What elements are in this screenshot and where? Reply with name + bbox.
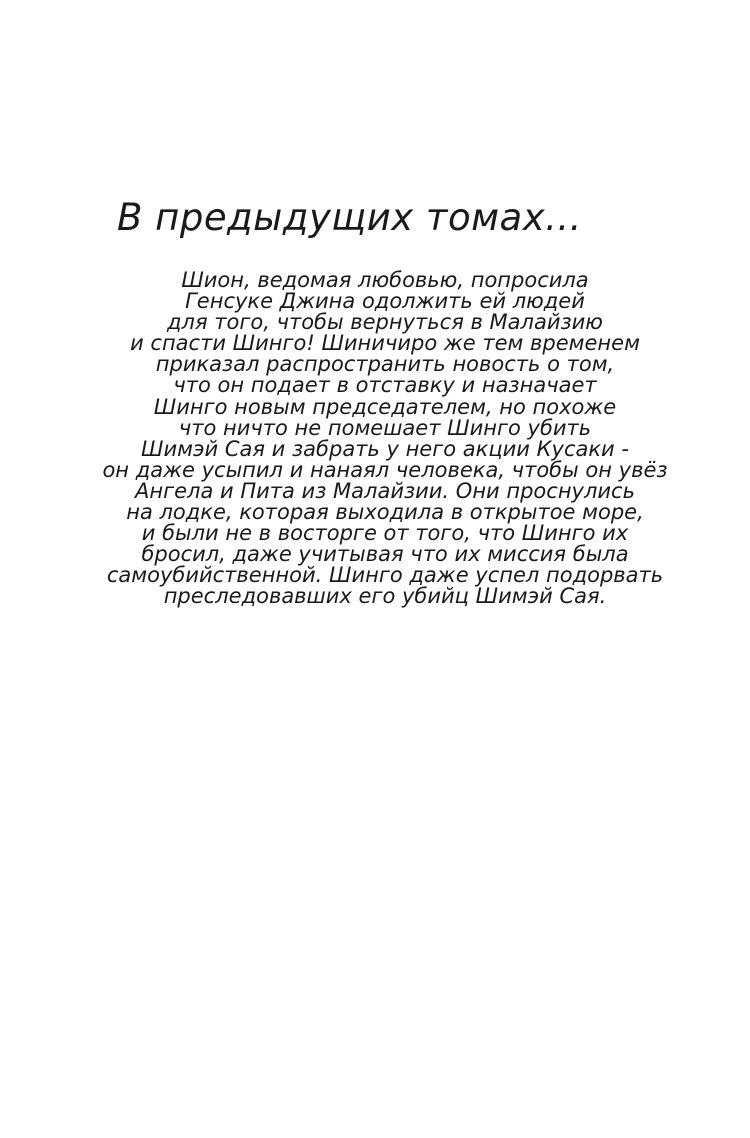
summary-line: на лодке, которая выходила в открытое море, [126, 500, 644, 525]
summary-line: преследовавших его убийц Шимэй Сая. [163, 584, 607, 609]
summary-line: Шинго новым председателем, но похоже [153, 394, 617, 419]
summary-line: для того, чтобы вернуться в Малайзию [167, 310, 603, 335]
summary-line: и были не в восторге от того, что Шинго их [141, 521, 629, 546]
summary-line: Ангела и Пита из Малайзии. Они проснулись [135, 478, 635, 503]
summary-line: самоубийственной. Шинго даже успел подорвать [106, 563, 664, 588]
summary-line: бросил, даже учитывая что их миссия была [141, 542, 629, 567]
page-heading: В предыдущих томах... [117, 196, 582, 239]
summary-line: он даже усыпил и нанаял человека, чтобы он увёз [102, 457, 668, 482]
summary-line: что ничто не помешает Шинго убить [178, 415, 592, 440]
recap-summary [100, 270, 670, 608]
summary-line: и спасти Шинго! Шиничиро же тем временем [130, 331, 640, 356]
summary-line: приказал распространить новость о том, [155, 352, 615, 377]
summary-line: Шион, ведомая любовью, попросила [181, 268, 589, 292]
summary-line: Генсуке Джина одолжить ей людей [185, 289, 585, 314]
summary-line: Шимэй Сая и забрать у него акции Кусаки - [141, 436, 629, 461]
summary-line: что он подает в отставку и назначает [173, 373, 597, 398]
